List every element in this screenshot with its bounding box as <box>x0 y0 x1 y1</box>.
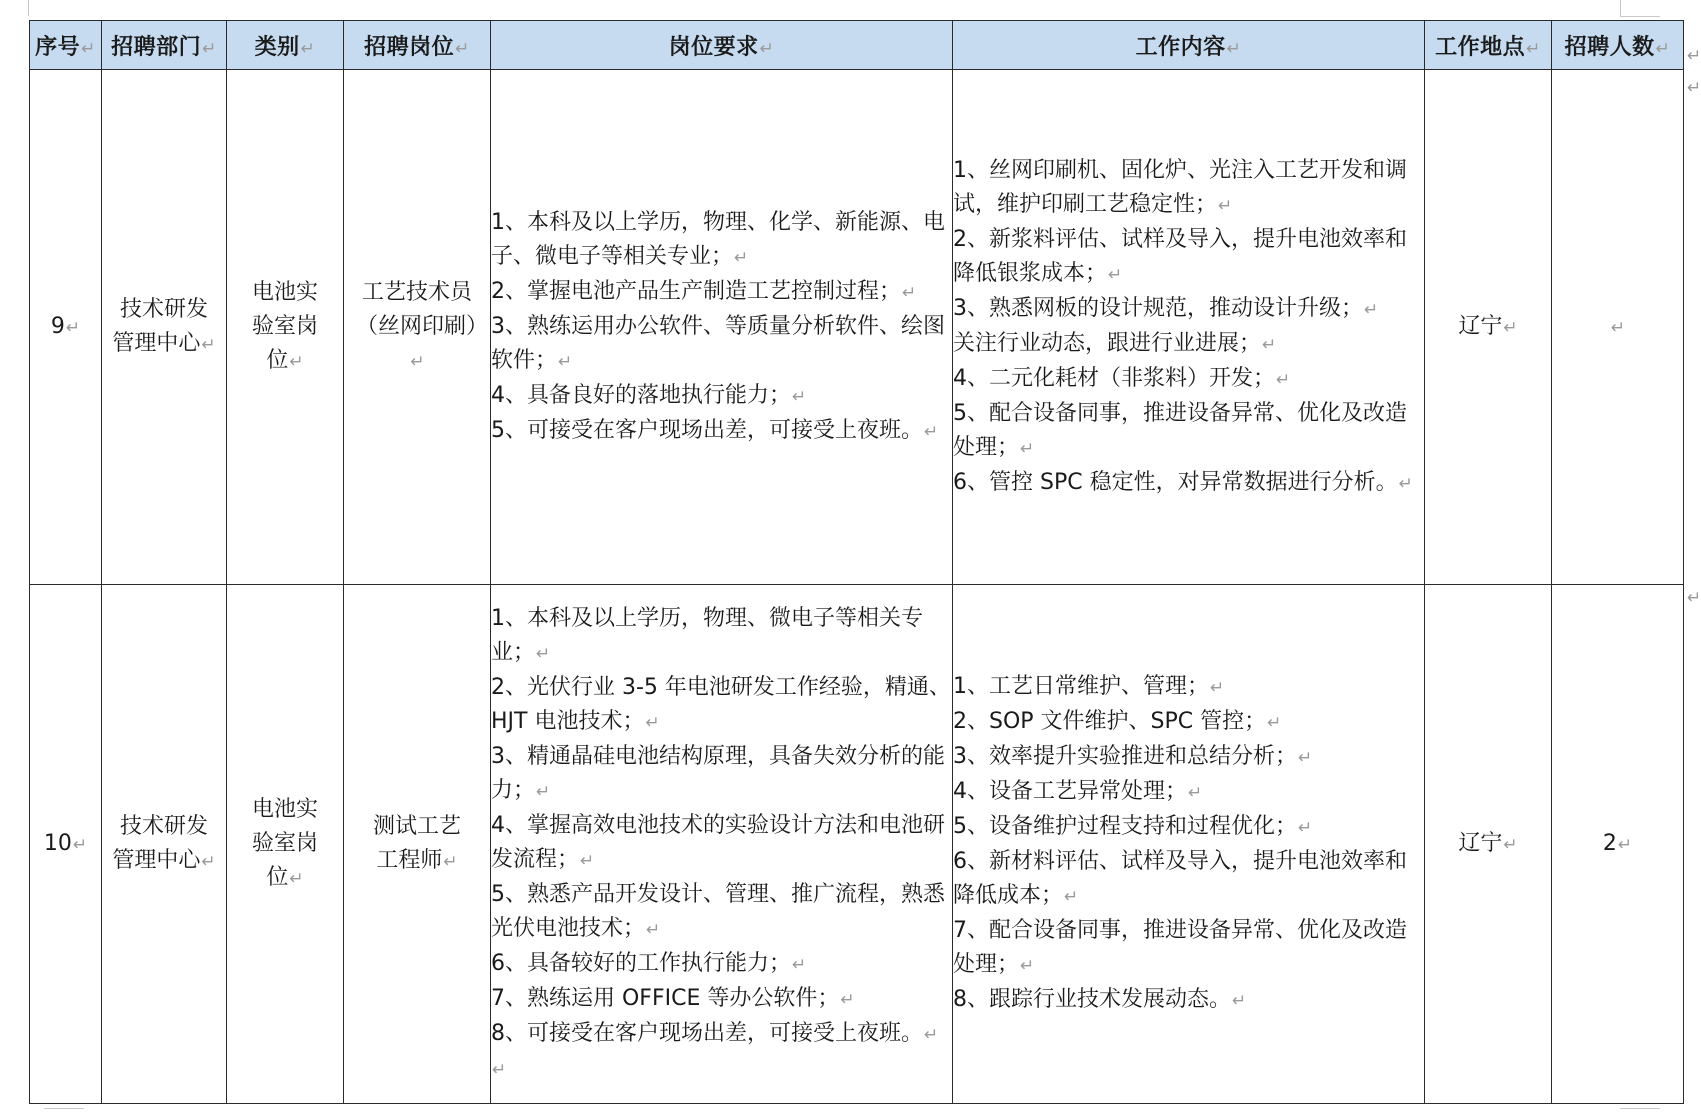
duty-item: 4、二元化耗材（非浆料）开发；↵ <box>953 365 1291 391</box>
return-mark-icon: ↵ <box>1298 818 1313 838</box>
department-value: 技术研发管理中心 <box>112 813 208 873</box>
return-mark-icon: ↵ <box>1210 678 1225 698</box>
return-mark-icon: ↵ <box>201 851 216 872</box>
table-header <box>30 21 1684 70</box>
return-mark-icon: ↵ <box>1364 299 1379 320</box>
cell-category <box>227 585 344 1104</box>
row-end-mark-icon: ↵ <box>1687 588 1701 608</box>
index-value: 9 <box>50 313 65 339</box>
header-position-label: 招聘岗位 <box>364 34 455 60</box>
requirement-item: 4、具备良好的落地执行能力；↵ <box>491 382 807 408</box>
return-mark-icon: ↵ <box>902 282 917 303</box>
return-mark-icon: ↵ <box>1298 748 1313 768</box>
position-value: 测试工艺工程师 <box>372 813 461 873</box>
duty-item: 关注行业动态，跟进行业进展；↵ <box>953 330 1277 356</box>
return-mark-icon: ↵ <box>1617 834 1633 855</box>
header-duties-label: 工作内容 <box>1135 34 1226 60</box>
return-mark-icon: ↵ <box>792 954 807 975</box>
requirement-item: 1、本科及以上学历，物理、微电子等相关专业；↵ <box>491 605 923 665</box>
cell-duties <box>953 70 1425 585</box>
return-mark-icon: ↵ <box>759 38 775 59</box>
duty-item: 5、配合设备同事，推进设备异常、优化及改造处理；↵ <box>953 400 1407 460</box>
return-mark-icon: ↵ <box>536 643 551 664</box>
header-department <box>102 21 227 70</box>
return-mark-icon: ↵ <box>65 317 81 338</box>
department-value: 技术研发管理中心 <box>112 296 208 356</box>
cell-headcount <box>1552 585 1684 1104</box>
return-mark-icon: ↵ <box>201 334 216 355</box>
duty-item: 6、新材料评估、试样及导入，提升电池效率和降低成本；↵ <box>953 849 1407 908</box>
duty-item: 1、丝网印刷机、固化炉、光注入工艺开发和调试，维护印刷工艺稳定性；↵ <box>953 157 1407 217</box>
return-mark-icon: ↵ <box>492 1059 507 1080</box>
return-mark-icon: ↵ <box>300 38 316 59</box>
return-mark-icon: ↵ <box>536 781 551 802</box>
recruitment-table <box>29 20 1684 1104</box>
return-mark-icon: ↵ <box>1503 317 1518 338</box>
cell-index <box>30 585 102 1104</box>
cell-requirements <box>491 70 953 585</box>
location-value: 辽宁 <box>1458 313 1503 339</box>
header-requirements <box>491 21 953 70</box>
requirement-item: 2、光伏行业 3-5 年电池研发工作经验，精通、HJT 电池技术；↵ <box>491 674 951 734</box>
return-mark-icon: ↵ <box>1108 264 1123 285</box>
return-mark-icon: ↵ <box>580 850 595 871</box>
duty-item: 4、设备工艺异常处理；↵ <box>953 779 1203 804</box>
cell-index <box>30 70 102 585</box>
return-mark-icon: ↵ <box>1020 438 1035 459</box>
cell-department <box>102 70 227 585</box>
duty-item: 5、设备维护过程支持和过程优化；↵ <box>953 814 1313 839</box>
header-headcount-label: 招聘人数 <box>1564 34 1655 60</box>
header-requirements-label: 岗位要求 <box>668 34 759 60</box>
page-corner-mark-bottom-left <box>44 1108 84 1109</box>
cell-location <box>1425 585 1552 1104</box>
return-mark-icon: ↵ <box>1267 713 1282 733</box>
cell-position <box>344 70 491 585</box>
header-index-label: 序号 <box>35 34 81 60</box>
table-body <box>30 70 1684 1104</box>
duty-item: 3、熟悉网板的设计规范，推动设计升级；↵ <box>953 295 1379 321</box>
headcount-value: 2 <box>1602 830 1617 856</box>
row-end-mark-icon: ↵ <box>1687 46 1701 66</box>
return-mark-icon: ↵ <box>1655 38 1671 59</box>
return-mark-icon: ↵ <box>1218 195 1233 216</box>
cell-headcount <box>1552 70 1684 585</box>
cell-location <box>1425 70 1552 585</box>
cell-category <box>227 70 344 585</box>
requirement-item: 7、熟练运用 OFFICE 等办公软件；↵ <box>491 985 855 1011</box>
header-row <box>30 21 1684 70</box>
duty-item: 3、效率提升实验推进和总结分析；↵ <box>953 744 1313 769</box>
page-corner-mark-bottom-right <box>1620 1108 1660 1109</box>
header-location-label: 工作地点 <box>1435 34 1526 60</box>
return-mark-icon: ↵ <box>792 386 807 407</box>
return-mark-icon: ↵ <box>734 247 749 268</box>
duty-item: 2、新浆料评估、试样及导入，提升电池效率和降低银浆成本；↵ <box>953 226 1407 286</box>
return-mark-icon: ↵ <box>558 351 573 372</box>
page-corner-mark-top-right-h <box>1620 16 1660 17</box>
requirement-item: 5、熟悉产品开发设计、管理、推广流程，熟悉光伏电池技术；↵ <box>491 881 945 941</box>
table-row <box>30 585 1684 1104</box>
return-mark-icon: ↵ <box>1188 783 1203 803</box>
return-mark-icon: ↵ <box>81 38 96 59</box>
return-mark-icon: ↵ <box>645 712 660 733</box>
requirement-item: 8、可接受在客户现场出差，可接受上夜班。↵ <box>491 1020 939 1046</box>
duty-item: 7、配合设备同事，推进设备异常、优化及改造处理；↵ <box>953 918 1407 977</box>
category-value: 电池实验室岗位 <box>251 279 318 373</box>
return-mark-icon: ↵ <box>410 351 425 372</box>
header-location <box>1425 21 1552 70</box>
return-mark-icon: ↵ <box>1226 38 1242 59</box>
page-corner-mark-top-left <box>28 0 29 16</box>
header-duties <box>953 21 1425 70</box>
requirement-item: 2、掌握电池产品生产制造工艺控制过程；↵ <box>491 278 917 304</box>
return-mark-icon: ↵ <box>924 421 939 442</box>
duty-item: 8、跟踪行业技术发展动态。↵ <box>953 987 1247 1012</box>
return-mark-icon: ↵ <box>443 851 458 872</box>
return-mark-icon: ↵ <box>72 834 88 855</box>
cell-position <box>344 585 491 1104</box>
return-mark-icon: ↵ <box>1232 991 1247 1011</box>
header-position <box>344 21 491 70</box>
duty-item: 6、管控 SPC 稳定性，对异常数据进行分析。↵ <box>953 469 1413 495</box>
cell-department <box>102 585 227 1104</box>
empty-paragraph <box>491 1052 952 1087</box>
cell-duties <box>953 585 1425 1104</box>
table-row <box>30 70 1684 585</box>
category-value: 电池实验室岗位 <box>251 796 318 890</box>
return-mark-icon: ↵ <box>1398 473 1413 494</box>
return-mark-icon: ↵ <box>1276 369 1291 390</box>
requirement-item: 3、熟练运用办公软件、等质量分析软件、绘图软件；↵ <box>491 313 945 373</box>
duty-item: 1、工艺日常维护、管理；↵ <box>953 674 1225 699</box>
location-value: 辽宁 <box>1458 830 1503 856</box>
return-mark-icon: ↵ <box>289 351 304 372</box>
cell-requirements <box>491 585 953 1104</box>
page-corner-mark-top-right <box>1620 0 1621 16</box>
header-category-label: 类别 <box>254 34 300 60</box>
row-end-mark-icon: ↵ <box>1687 78 1701 98</box>
header-category <box>227 21 344 70</box>
requirement-item: 3、精通晶硅电池结构原理，具备失效分析的能力；↵ <box>491 743 945 803</box>
return-mark-icon: ↵ <box>1610 317 1626 338</box>
requirement-item: 6、具备较好的工作执行能力；↵ <box>491 950 807 976</box>
requirement-item: 1、本科及以上学历，物理、化学、新能源、电子、微电子等相关专业；↵ <box>491 209 945 269</box>
return-mark-icon: ↵ <box>840 989 855 1010</box>
return-mark-icon: ↵ <box>1262 334 1277 355</box>
requirement-item: 4、掌握高效电池技术的实验设计方法和电池研发流程；↵ <box>491 812 945 872</box>
return-mark-icon: ↵ <box>455 38 470 59</box>
return-mark-icon: ↵ <box>646 919 661 940</box>
header-index <box>30 21 102 70</box>
index-value: 10 <box>43 830 72 856</box>
return-mark-icon: ↵ <box>1503 834 1518 855</box>
return-mark-icon: ↵ <box>1064 887 1079 907</box>
header-headcount <box>1552 21 1684 70</box>
position-value: 工艺技术员（丝网印刷） <box>356 279 489 339</box>
duty-item: 2、SOP 文件维护、SPC 管控；↵ <box>953 709 1282 734</box>
return-mark-icon: ↵ <box>289 868 304 889</box>
return-mark-icon: ↵ <box>924 1024 939 1045</box>
return-mark-icon: ↵ <box>202 38 217 59</box>
requirement-item: 5、可接受在客户现场出差，可接受上夜班。↵ <box>491 417 939 443</box>
return-mark-icon: ↵ <box>1020 956 1035 976</box>
return-mark-icon: ↵ <box>1526 38 1541 59</box>
header-department-label: 招聘部门 <box>111 34 202 60</box>
